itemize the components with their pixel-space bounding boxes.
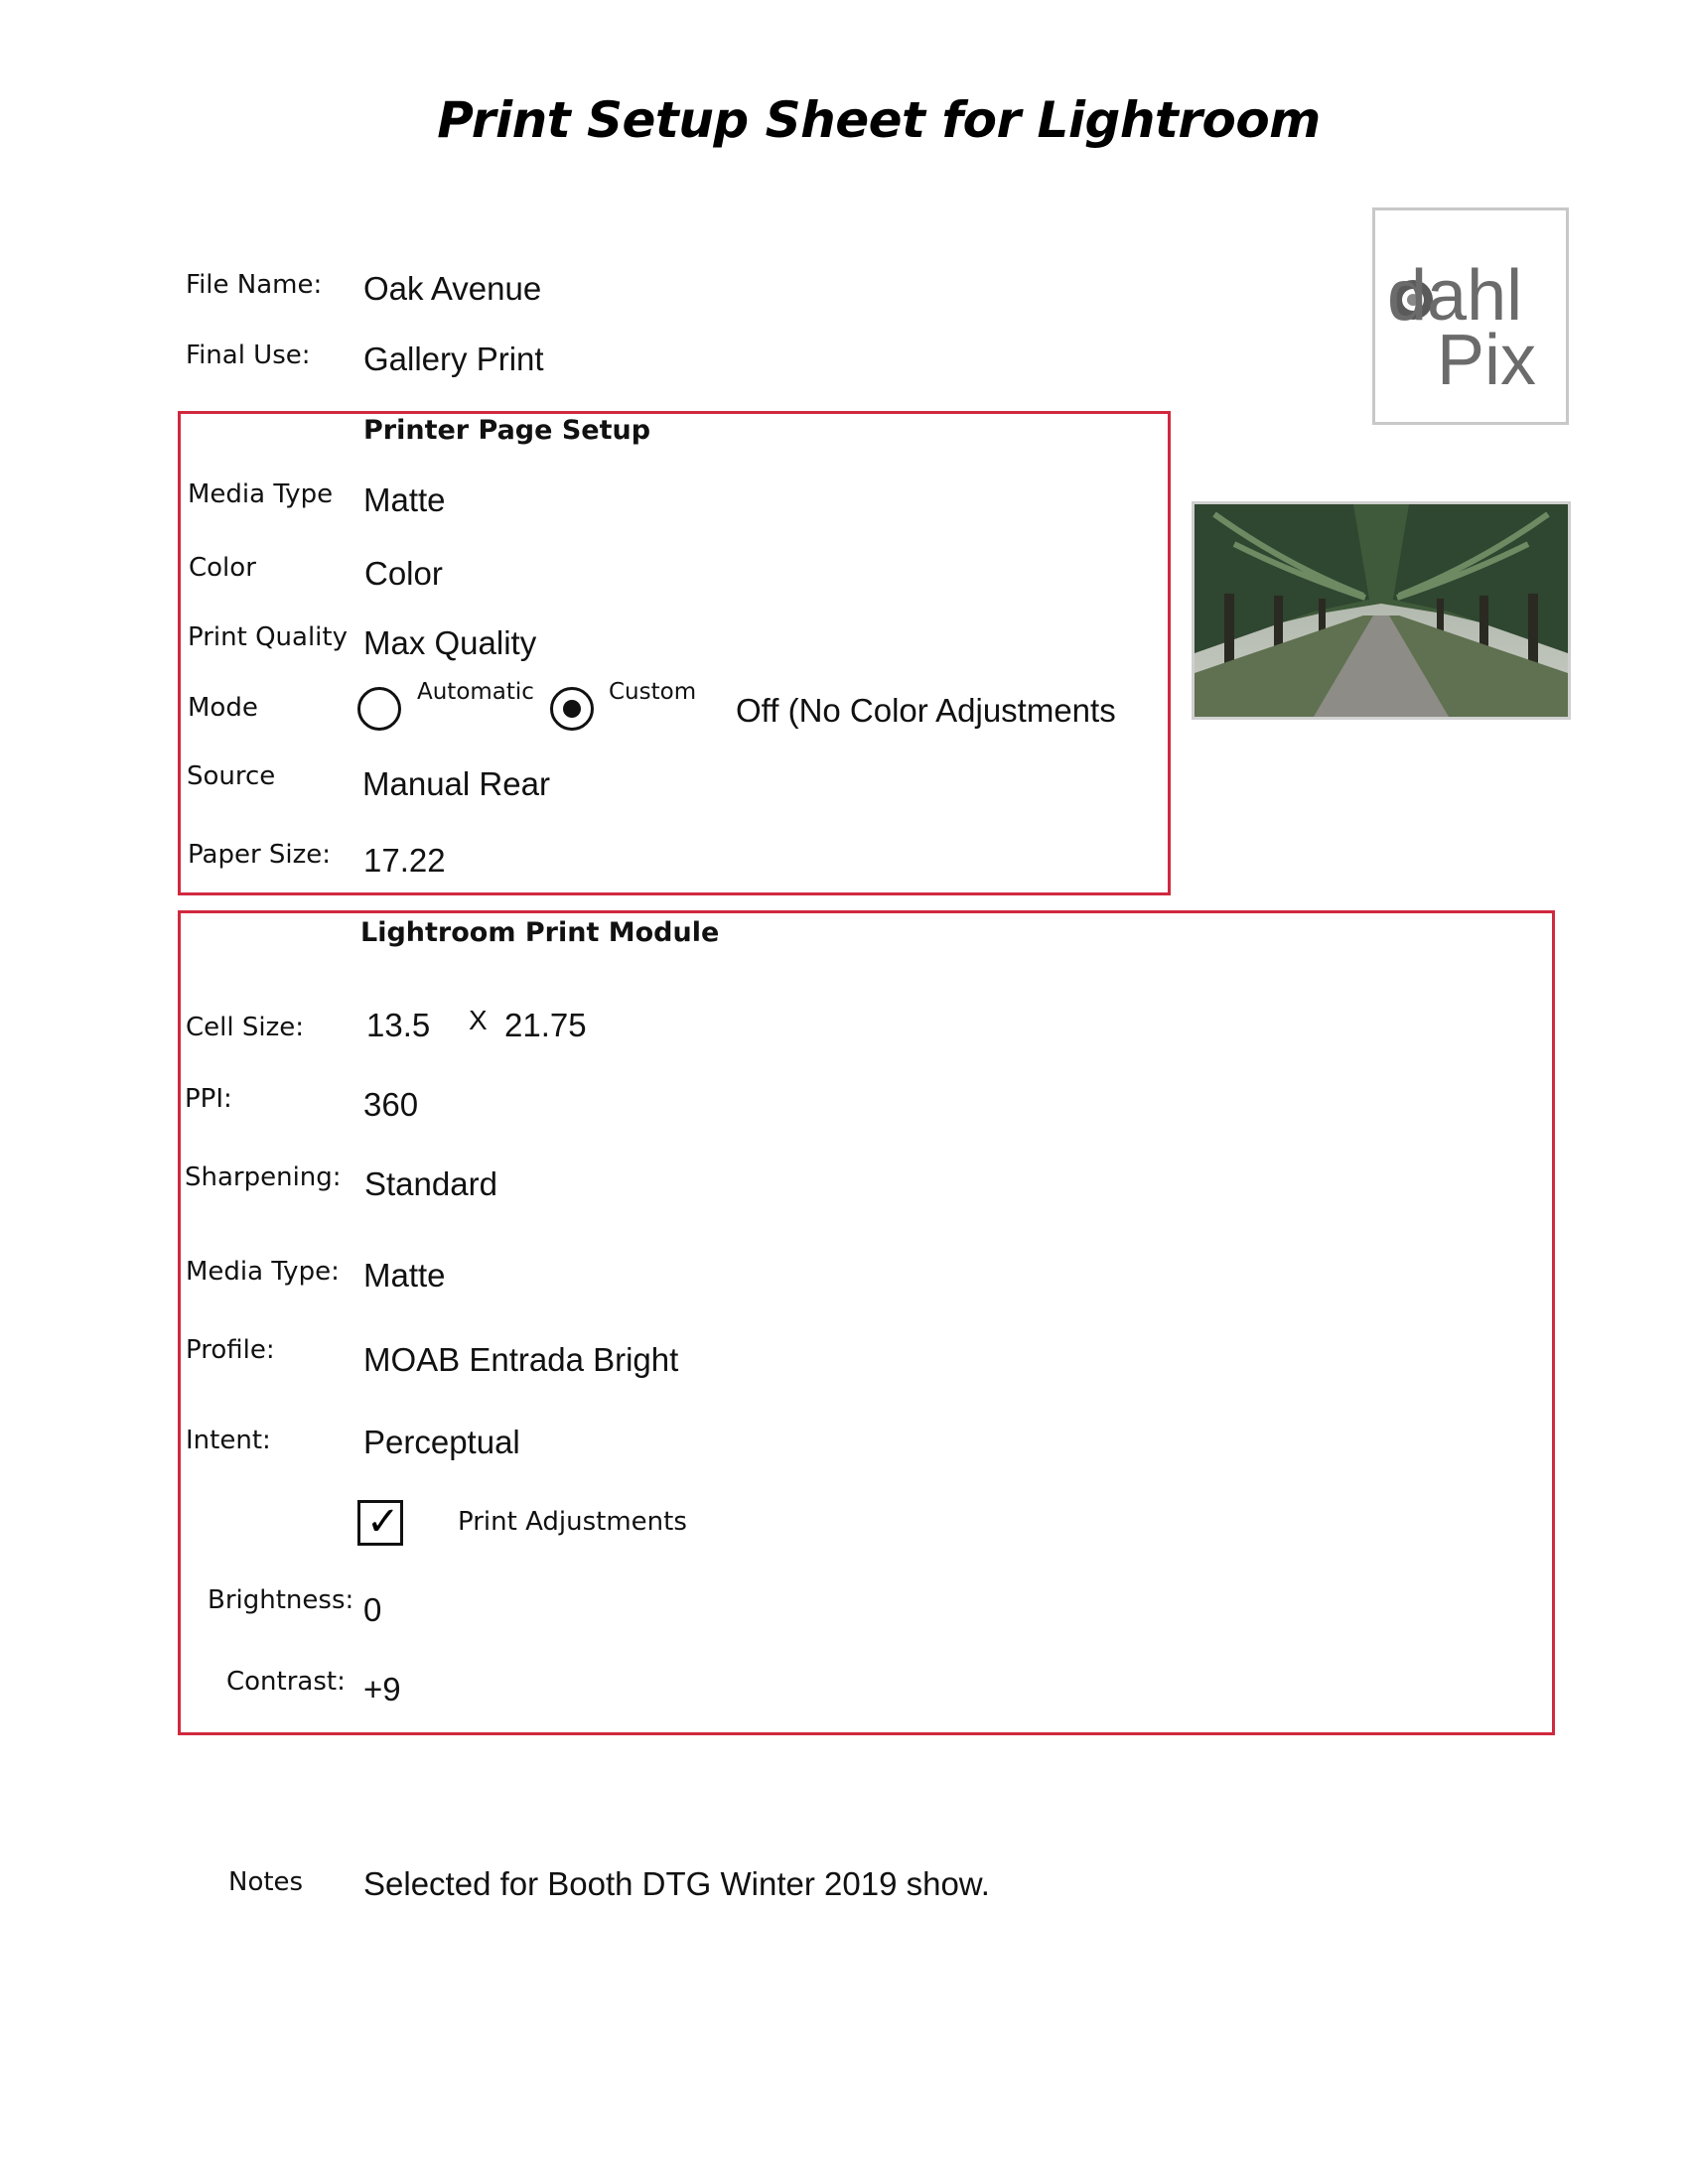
color-label: Color [189, 553, 256, 583]
brightness-label: Brightness: [208, 1585, 354, 1615]
sharpening-value: Standard [364, 1165, 497, 1202]
cell-size-separator: X [469, 1005, 488, 1035]
print-quality-label: Print Quality [188, 622, 348, 652]
brightness-value: 0 [363, 1591, 382, 1628]
profile-value: MOAB Entrada Bright [363, 1341, 679, 1378]
intent-value: Perceptual [363, 1424, 520, 1460]
radio-custom-selected-dot [563, 700, 581, 718]
paper-size-label: Paper Size: [188, 840, 332, 870]
mode-value: Off (No Color Adjustments [736, 692, 1116, 729]
ppi-label: PPI: [185, 1084, 232, 1114]
logo-text-top: dahl [1387, 256, 1523, 336]
lr-media-type-label: Media Type: [186, 1257, 340, 1287]
logo-graphic [1375, 210, 1566, 422]
lr-media-type-value: Matte [363, 1257, 446, 1294]
check-mark-icon: ✓ [366, 1499, 400, 1545]
final-use-value: Gallery Print [363, 341, 544, 377]
cell-size-width: 13.5 [366, 1007, 431, 1043]
final-use-label: Final Use: [186, 341, 311, 370]
notes-label: Notes [228, 1867, 304, 1897]
oak-avenue-photo [1192, 501, 1571, 720]
mode-label: Mode [188, 693, 258, 723]
cell-size-label: Cell Size: [186, 1013, 304, 1042]
file-name-value: Oak Avenue [363, 270, 542, 307]
radio-custom[interactable] [550, 687, 594, 731]
radio-automatic-label: Automatic [417, 679, 534, 705]
print-adjustments-label: Print Adjustments [458, 1507, 687, 1537]
file-name-label: File Name: [186, 270, 323, 300]
printer-setup-heading: Printer Page Setup [363, 415, 651, 446]
lightroom-module-heading: Lightroom Print Module [360, 917, 720, 948]
intent-label: Intent: [186, 1426, 271, 1455]
source-label: Source [187, 761, 276, 791]
notes-value: Selected for Booth DTG Winter 2019 show. [363, 1865, 990, 1902]
source-value: Manual Rear [362, 765, 550, 802]
color-value: Color [364, 555, 443, 592]
logo-text-bottom: Pix [1437, 321, 1537, 400]
print-quality-value: Max Quality [363, 624, 537, 661]
sharpening-label: Sharpening: [185, 1162, 342, 1192]
contrast-value: +9 [363, 1671, 401, 1707]
ppi-value: 360 [363, 1086, 419, 1123]
paper-size-value: 17.22 [363, 842, 446, 879]
radio-custom-label: Custom [609, 679, 697, 705]
contrast-label: Contrast: [226, 1667, 346, 1697]
print-adjustments-checkbox[interactable] [357, 1500, 403, 1546]
radio-automatic[interactable] [357, 687, 401, 731]
profile-label: Profile: [186, 1335, 275, 1365]
cell-size-height: 21.75 [504, 1007, 587, 1043]
media-type-label: Media Type [188, 479, 334, 509]
page-title: Print Setup Sheet for Lightroom [437, 91, 1321, 149]
dahlpix-logo [1372, 207, 1569, 425]
media-type-value: Matte [363, 481, 446, 518]
